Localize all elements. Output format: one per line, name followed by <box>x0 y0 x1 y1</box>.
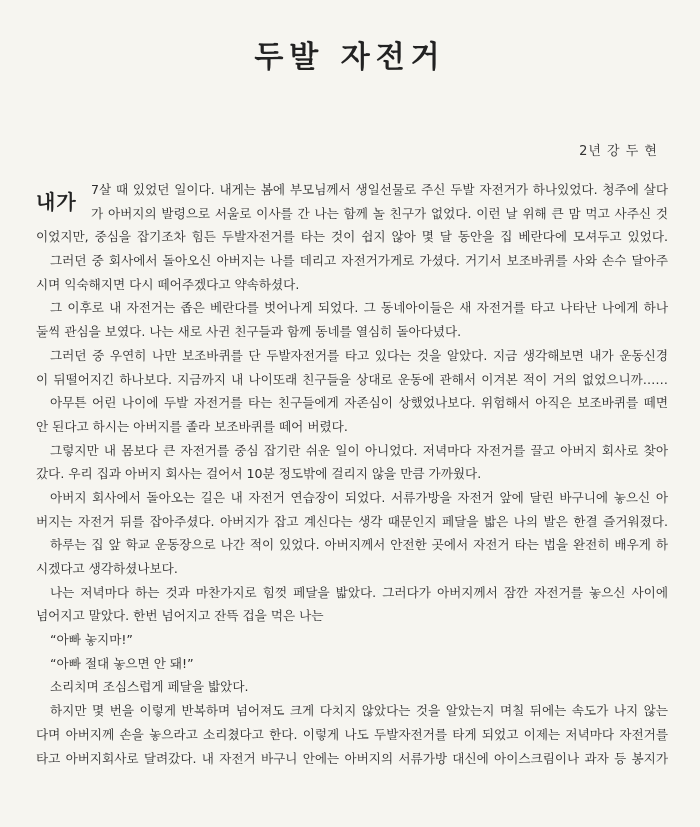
text-line: 이 뒤떨어지긴 하나보다. 지금까지 내 나이또래 친구들을 상대로 운동에 관해서 이겨본 적이 거의 없었으니까…… <box>36 371 668 387</box>
text-line: 아무튼 어린 나이에 두발 자전거를 타는 친구들에게 자존심이 상했었나보다. 위험해서 아직은 보조바퀴를 떼면 <box>50 395 668 411</box>
text-line: 나는 저녁마다 하는 것과 마찬가지로 힘껏 페달을 밟았다. 그러다가 아버지께서 잠깐 자전거를 놓으신 사이에 <box>50 584 668 600</box>
text-line: 소리치며 조심스럽게 페달을 밟았다. <box>50 679 249 695</box>
text-line: 버지는 자전거 뒤를 잡아주셨다. 아버지가 잡고 계신다는 생각 때문인지 페달을 밟은 나의 발은 한결 즐거워졌다. <box>36 513 668 529</box>
lead-word: 내가 <box>36 190 77 214</box>
text-line: 타고 아버지회사로 달려갔다. 내 자전거 바구니 안에는 아버지의 서류가방 대신에 아이스크림이나 과자 등 봉지가 <box>36 750 668 766</box>
text-line: 7살 때 있었던 일이다. 내게는 봄에 부모님께서 생일선물로 주신 두발 자전거가 하나있었다. 청주에 살다 <box>91 182 668 197</box>
author-byline: 2년 강 두 현 <box>579 144 658 159</box>
essay-title: 두발 자전거 <box>254 40 446 75</box>
text-line: 갔다. 우리 집과 아버지 회사는 걸어서 10분 정도밖에 걸리지 않을 만큼 가까웠다. <box>36 466 482 482</box>
text-line: 그렇지만 내 몸보다 큰 자전거를 중심 잡기란 쉬운 일이 아니었다. 저녁마다 자전거를 끌고 아버지 회사로 찾아 <box>50 442 668 458</box>
text-line: 이었지만, 중심을 잡기조차 힘든 두발자전거를 타는 것이 쉽지 않아 몇 달 동안을 집 베란다에 모셔두고 있었다. <box>36 229 668 245</box>
text-line: 하루는 집 앞 학교 운동장으로 나간 적이 있었다. 아버지께서 안전한 곳에서 자전거 타는 법을 완전히 배우게 하 <box>50 537 668 553</box>
text-line: 시며 익숙해지면 다시 떼어주겠다고 약속하셨다. <box>36 276 300 292</box>
dialogue-line: “아빠 절대 놓으면 안 돼!” <box>50 655 194 671</box>
text-line: 둘씩 관심을 보였다. 나는 새로 사귄 친구들과 함께 동네를 열심히 돌아다녔다. <box>36 324 462 340</box>
text-line: 하지만 몇 번을 이렇게 반복하며 넘어져도 크게 다치지 않았다는 것을 알았는지 며칠 뒤에는 속도가 나지 않는 <box>50 703 668 719</box>
text-line: 그러던 중 회사에서 돌아오신 아버지는 나를 데리고 자전거가게로 가셨다. 거기서 보조바퀴를 사와 손수 달아주 <box>50 253 668 269</box>
text-line: 시겠다고 생각하셨나보다. <box>36 561 178 576</box>
text-line: 안 된다고 하시는 아버지를 졸라 보조바퀴를 떼어 버렸다. <box>36 418 348 434</box>
text-line: 가 아버지의 발령으로 서울로 이사를 간 나는 함께 놀 친구가 없었다. 이런 날 위해 큰 맘 먹고 사주신 것 <box>91 205 668 221</box>
text-line: 그 이후로 내 자전거는 좁은 베란다를 벗어나게 되었다. 그 동네아이들은 새 자전거를 타고 나타난 나에게 하나 <box>50 300 668 316</box>
text-line: 다며 아버지께 손을 놓으라고 소리쳤다고 한다. 이렇게 나도 두발자전거를 타게 되었고 이제는 저녁마다 자전거를 <box>36 726 668 742</box>
text-line: 그러던 중 우연히 나만 보조바퀴를 단 두발자전거를 타고 있다는 것을 알았다. 지금 생각해보면 내가 운동신경 <box>50 347 668 363</box>
text-line: 넘어지고 말았다. 한번 넘어지고 잔뜩 겁을 먹은 나는 <box>36 608 324 624</box>
text-line: 아버지 회사에서 돌아오는 길은 내 자전거 연습장이 되었다. 서류가방을 자전거 앞에 달린 바구니에 놓으신 아 <box>50 489 668 505</box>
dialogue-line: “아빠 놓지마!” <box>50 632 133 648</box>
essay-body <box>36 178 668 770</box>
